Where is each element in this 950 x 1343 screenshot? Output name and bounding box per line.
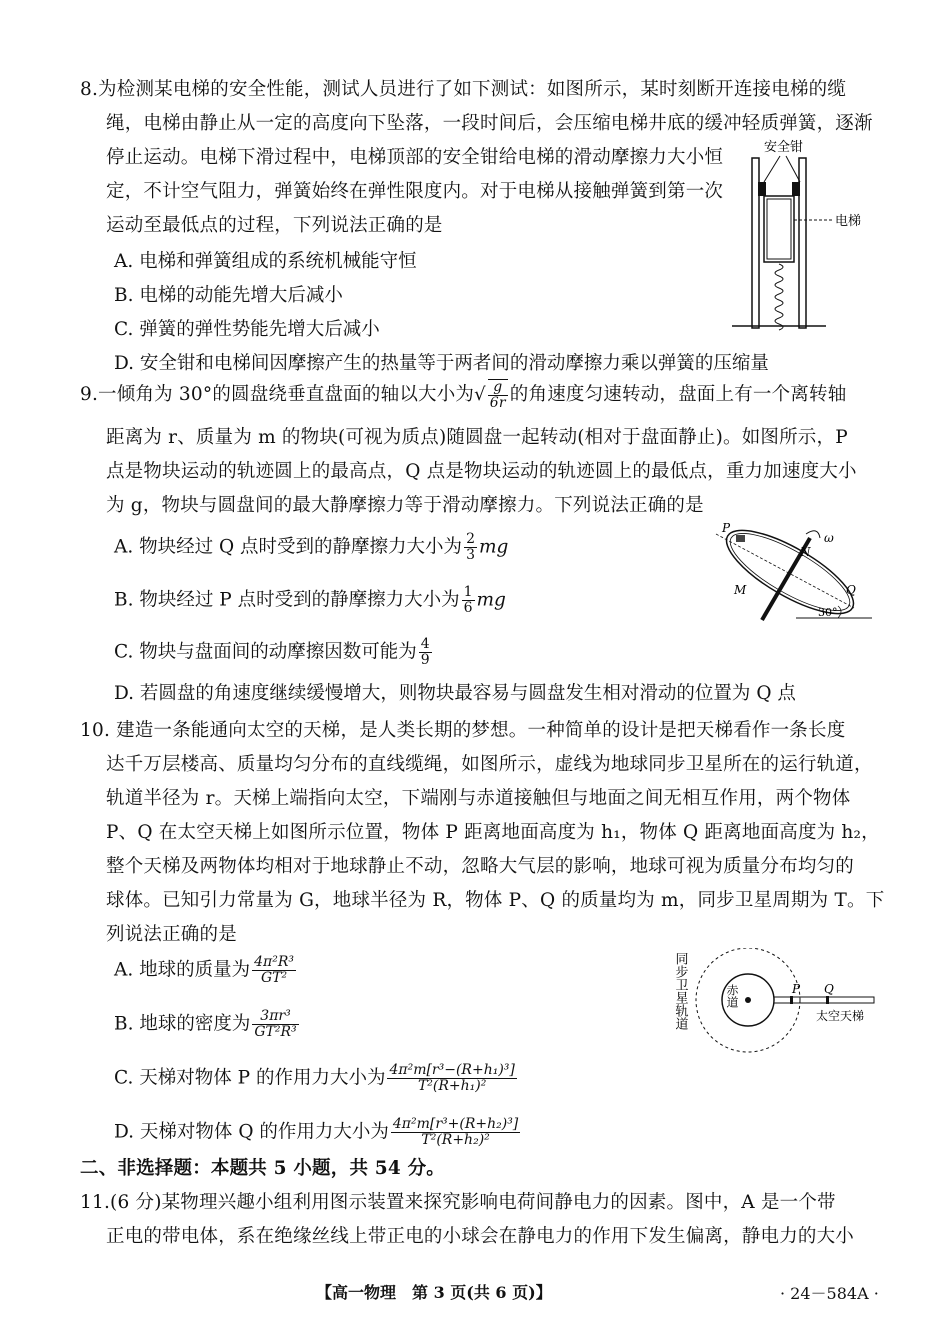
svg-text:P: P (792, 982, 801, 996)
svg-text:Q: Q (824, 982, 834, 996)
q10-option-c: C. 天梯对物体 P 的作用力大小为 $\frac{\text{4π²m[r³−(R+h₁)³]}}{\text{T²(R+h₁)²}}$ (114, 1062, 515, 1094)
sqrt-denominator: 6r (489, 395, 506, 411)
q10-line-3: 轨道半径为 r。天梯上端指向太空，下端刚与赤道接触但与地面之间无相互作用，两个物体 (106, 788, 851, 809)
disk-figure (706, 520, 876, 628)
q8-option-a: A. 电梯和弹簧组成的系统机械能守恒 (114, 251, 417, 272)
q10-option-d: D. 天梯对物体 Q 的作用力大小为 $\frac{\text{4π²m[r³+(R+h₂)³]}}{\text{T²(R+h₂)²}}$ (114, 1116, 519, 1148)
q9-line-2: 距离为 r、质量为 m 的物块(可视为质点)随圆盘一起转动(相对于盘面静止)。如图所示，P (106, 427, 848, 448)
sqrt-numerator: g (488, 380, 508, 396)
q10-option-a: A. 地球的质量为 $\frac{\text{4π²R³}}{\text{GT²}}$ (114, 954, 294, 986)
svg-text:P: P (722, 521, 731, 535)
q9-line-3: 点是物块运动的轨迹圆上的最高点，Q 点是物块运动的轨迹圆上的最低点，重力加速度大小 (106, 461, 857, 482)
section-2-heading: 二、非选择题：本题共 5 小题，共 54 分。 (80, 1158, 445, 1179)
q9-option-a: A. 物块经过 Q 点时受到的静摩擦力大小为 $\frac{2}{3}$ mg (114, 531, 509, 563)
q10-line-1: 10. 建造一条能通向太空的天梯，是人类长期的梦想。一种简单的设计是把天梯看作一条长度 (80, 720, 846, 741)
q10-line-6: 球体。已知引力常量为 G，地球半径为 R，物体 P、Q 的质量均为 m，同步卫星周期为 T。下 (106, 890, 885, 911)
q10-line-7: 列说法正确的是 (106, 924, 237, 945)
svg-text:太空天梯: 太空天梯 (816, 1009, 865, 1023)
q8-option-b: B. 电梯的动能先增大后减小 (114, 285, 343, 306)
q10-line-2: 达千万层楼高、质量均匀分布的直线缆绳，如图所示，虚线为地球同步卫星所在的运行轨道， (106, 754, 873, 775)
q9-line-1a: 9.一倾角为 30°的圆盘绕垂直盘面的轴以大小为 (80, 384, 475, 405)
q8-option-c: C. 弹簧的弹性势能先增大后减小 (114, 319, 380, 340)
footer-code: · 24－584A · (780, 1284, 879, 1303)
svg-text:N: N (800, 545, 811, 559)
svg-text:赤道: 赤道 (725, 984, 739, 1008)
q10-line-5: 整个天梯及两物体均相对于地球静止不动，忽略大气层的影响，地球可视为质量分布均匀的 (106, 856, 855, 877)
q8-line-2: 绳，电梯由静止从一定的高度向下坠落，一段时间后，会压缩电梯井底的缓冲轻质弹簧，逐渐 (106, 113, 873, 134)
q9-option-c: C. 物块与盘面间的动摩擦因数可能为 $\frac{4}{9}$ (114, 636, 430, 668)
elevator-label: 电梯 (835, 214, 862, 229)
q8-option-d: D. 安全钳和电梯间因摩擦产生的热量等于两者间的滑动摩擦力乘以弹簧的压缩量 (114, 353, 769, 374)
q11-line-1: 11.(6 分)某物理兴趣小组利用图示装置来探究影响电荷间静电力的因素。图中，A 是一个带 (80, 1192, 836, 1213)
q9-line-1b: 的角速度匀速转动，盘面上有一个离转轴 (509, 384, 847, 405)
q8-line-4: 定，不计空气阻力，弹簧始终在弹性限度内。对于电梯从接触弹簧到第一次 (106, 181, 724, 202)
svg-text:M: M (734, 583, 747, 597)
q8-line-1: 8.为检测某电梯的安全性能，测试人员进行了如下测试：如图所示，某时刻断开连接电梯的缆 (80, 79, 847, 100)
q9-option-b: B. 物块经过 P 点时受到的静摩擦力大小为 $\frac{1}{6}$ mg (114, 584, 506, 616)
q8-line-5: 运动至最低点的过程，下列说法正确的是 (106, 215, 443, 236)
q8-line-3: 停止运动。电梯下滑过程中，电梯顶部的安全钳给电梯的滑动摩擦力大小恒 (106, 147, 724, 168)
sqrt-expression: √ $\frac{g}{6r}$ (474, 379, 506, 411)
q9-option-d: D. 若圆盘的角速度继续缓慢增大，则物块最容易与圆盘发生相对滑动的位置为 Q 点 (114, 683, 796, 704)
elevator-figure (730, 136, 880, 332)
q10-option-b: B. 地球的密度为 $\frac{\text{3πr³}}{\text{GT²R³}}$ (114, 1008, 297, 1040)
svg-text:ω: ω (824, 531, 834, 545)
clamp-label: 安全钳 (764, 140, 804, 155)
svg-text:同步卫星轨道: 同步卫星轨道 (672, 952, 688, 1030)
svg-text:Q: Q (846, 583, 856, 597)
q9-line-4: 为 g，物块与圆盘间的最大静摩擦力等于滑动摩擦力。下列说法正确的是 (106, 495, 704, 516)
svg-text:30°: 30° (818, 606, 838, 619)
q11-line-2: 正电的带电体，系在绝缘丝线上带正电的小球会在静电力的作用下发生偏离，静电力的大小 (106, 1226, 855, 1247)
q10-line-4: P、Q 在太空天梯上如图所示位置，物体 P 距离地面高度为 h₁，物体 Q 距离地面高度为 h₂， (106, 822, 880, 843)
q9-line-1 (80, 379, 846, 411)
footer-page-info: 【高一物理 第 3 页(共 6 页)】 (316, 1283, 552, 1302)
space-ladder-figure (668, 948, 878, 1058)
